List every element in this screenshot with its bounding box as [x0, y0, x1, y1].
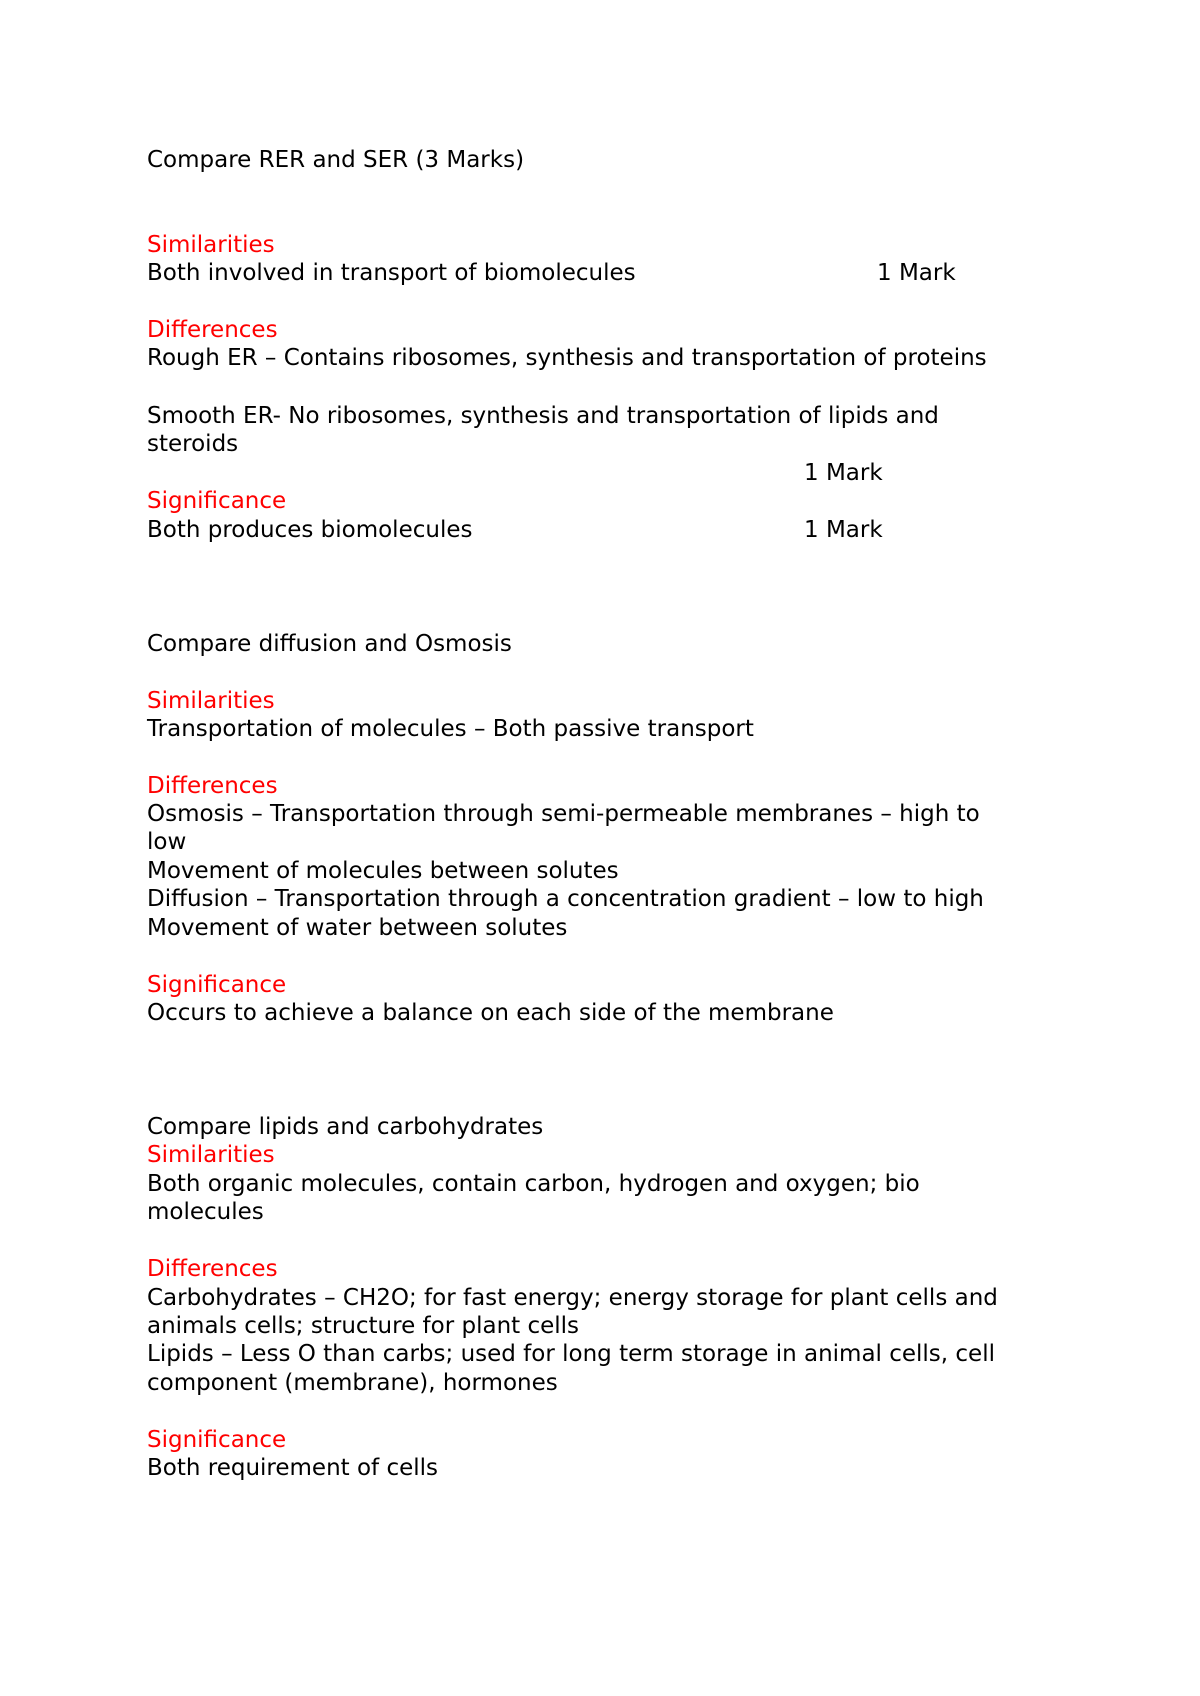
- section3-similarities-heading: Similarities: [147, 1142, 275, 1168]
- section1-significance-mark: 1 Mark: [804, 517, 883, 543]
- section3-differences-line3: Lipids – Less O than carbs; used for long term storage in animal cells, cell: [147, 1341, 995, 1367]
- section2-significance-text: Occurs to achieve a balance on each side of the membrane: [147, 1000, 834, 1026]
- section1-title: Compare RER and SER (3 Marks): [147, 147, 525, 173]
- section1-similarities-heading: Similarities: [147, 232, 275, 258]
- section3-similarities-line1: Both organic molecules, contain carbon, hydrogen and oxygen; bio: [147, 1171, 920, 1197]
- section1-differences-heading: Differences: [147, 317, 278, 343]
- section1-significance-text: Both produces biomolecules: [147, 517, 473, 543]
- section3-significance-text: Both requirement of cells: [147, 1455, 439, 1481]
- section1-significance-heading: Significance: [147, 488, 287, 514]
- section3-similarities-line2: molecules: [147, 1199, 264, 1225]
- section2-differences-line3: Movement of molecules between solutes: [147, 858, 619, 884]
- section2-differences-line1: Osmosis – Transportation through semi-permeable membranes – high to: [147, 801, 980, 827]
- section2-title: Compare diffusion and Osmosis: [147, 631, 512, 657]
- section2-differences-line4: Diffusion – Transportation through a concentration gradient – low to high: [147, 886, 984, 912]
- section2-similarities-text: Transportation of molecules – Both passive transport: [147, 716, 754, 742]
- section1-similarities-mark: 1 Mark: [877, 260, 956, 286]
- section1-similarities-text: Both involved in transport of biomolecules: [147, 260, 636, 286]
- section2-differences-line2: low: [147, 829, 187, 855]
- section3-differences-heading: Differences: [147, 1256, 278, 1282]
- section3-differences-line4: component (membrane), hormones: [147, 1370, 558, 1396]
- section2-significance-heading: Significance: [147, 972, 287, 998]
- section2-similarities-heading: Similarities: [147, 688, 275, 714]
- section2-differences-line5: Movement of water between solutes: [147, 915, 568, 941]
- section3-title: Compare lipids and carbohydrates: [147, 1114, 544, 1140]
- section1-differences-line1: Rough ER – Contains ribosomes, synthesis and transportation of proteins: [147, 345, 987, 371]
- section1-differences-mark: 1 Mark: [804, 460, 883, 486]
- section3-differences-line1: Carbohydrates – CH2O; for fast energy; energy storage for plant cells and: [147, 1285, 998, 1311]
- section2-differences-heading: Differences: [147, 773, 278, 799]
- section1-differences-line3: steroids: [147, 431, 239, 457]
- section3-differences-line2: animals cells; structure for plant cells: [147, 1313, 580, 1339]
- section3-significance-heading: Significance: [147, 1427, 287, 1453]
- section1-differences-line2: Smooth ER- No ribosomes, synthesis and transportation of lipids and: [147, 403, 939, 429]
